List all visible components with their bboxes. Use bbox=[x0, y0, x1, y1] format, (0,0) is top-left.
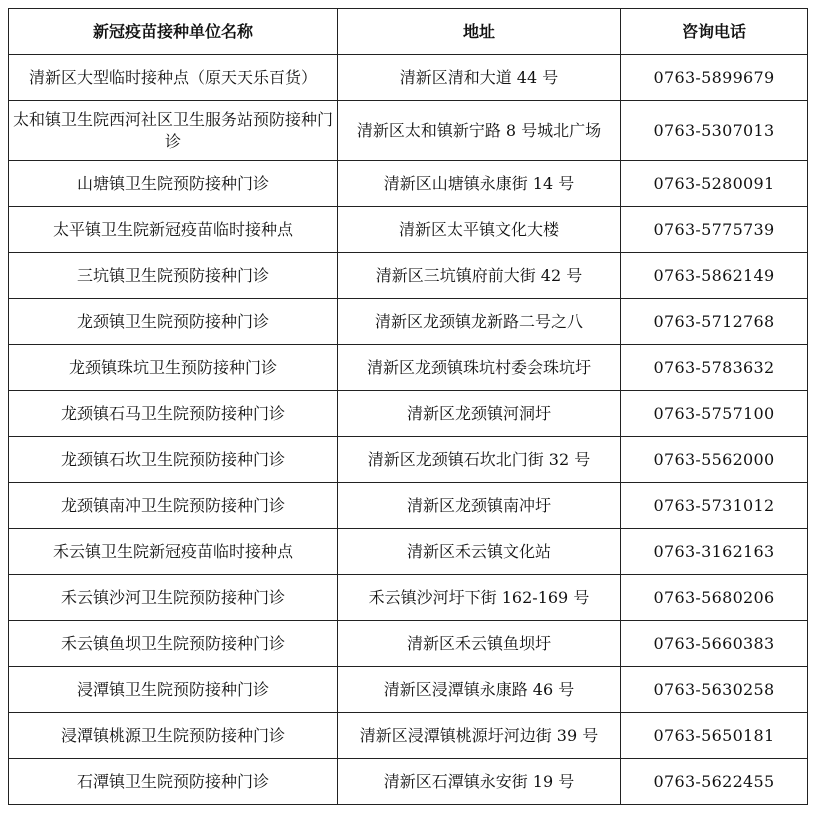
phone-cell: 0763-5630258 bbox=[621, 667, 808, 713]
table-row bbox=[9, 575, 808, 621]
phone-cell: 0763-5622455 bbox=[621, 759, 808, 805]
phone-cell: 0763-5562000 bbox=[621, 437, 808, 483]
site-name-cell: 龙颈镇卫生院预防接种门诊 bbox=[9, 299, 338, 345]
site-name-cell: 龙颈镇珠坑卫生预防接种门诊 bbox=[9, 345, 338, 391]
address-cell: 清新区太和镇新宁路 8 号城北广场 bbox=[338, 101, 621, 161]
phone-cell: 0763-5757100 bbox=[621, 391, 808, 437]
phone-cell: 0763-5680206 bbox=[621, 575, 808, 621]
table-row bbox=[9, 299, 808, 345]
address-cell: 清新区山塘镇永康街 14 号 bbox=[338, 161, 621, 207]
site-name-cell: 禾云镇沙河卫生院预防接种门诊 bbox=[9, 575, 338, 621]
site-name-cell: 山塘镇卫生院预防接种门诊 bbox=[9, 161, 338, 207]
table-row bbox=[9, 55, 808, 101]
table-row bbox=[9, 483, 808, 529]
address-cell: 清新区禾云镇文化站 bbox=[338, 529, 621, 575]
table-row bbox=[9, 759, 808, 805]
table-row bbox=[9, 101, 808, 161]
phone-cell: 0763-5862149 bbox=[621, 253, 808, 299]
address-cell: 清新区龙颈镇龙新路二号之八 bbox=[338, 299, 621, 345]
address-cell: 清新区清和大道 44 号 bbox=[338, 55, 621, 101]
table-row bbox=[9, 391, 808, 437]
table-row bbox=[9, 529, 808, 575]
phone-cell: 0763-5775739 bbox=[621, 207, 808, 253]
address-cell: 清新区龙颈镇南冲圩 bbox=[338, 483, 621, 529]
site-name-cell: 清新区大型临时接种点（原天天乐百货） bbox=[9, 55, 338, 101]
site-name-cell: 太平镇卫生院新冠疫苗临时接种点 bbox=[9, 207, 338, 253]
vaccination-sites-table bbox=[8, 8, 808, 805]
table-row bbox=[9, 667, 808, 713]
table-row bbox=[9, 207, 808, 253]
site-name-cell: 三坑镇卫生院预防接种门诊 bbox=[9, 253, 338, 299]
site-name-cell: 龙颈镇石马卫生院预防接种门诊 bbox=[9, 391, 338, 437]
site-name-cell: 浸潭镇桃源卫生院预防接种门诊 bbox=[9, 713, 338, 759]
address-cell: 清新区三坑镇府前大街 42 号 bbox=[338, 253, 621, 299]
phone-cell: 0763-5650181 bbox=[621, 713, 808, 759]
phone-cell: 0763-5783632 bbox=[621, 345, 808, 391]
table-row bbox=[9, 437, 808, 483]
address-cell: 禾云镇沙河圩下街 162-169 号 bbox=[338, 575, 621, 621]
site-name-cell: 龙颈镇南冲卫生院预防接种门诊 bbox=[9, 483, 338, 529]
phone-cell: 0763-5660383 bbox=[621, 621, 808, 667]
address-cell: 清新区龙颈镇河洞圩 bbox=[338, 391, 621, 437]
phone-cell: 0763-5731012 bbox=[621, 483, 808, 529]
phone-cell: 0763-3162163 bbox=[621, 529, 808, 575]
header-address: 地址 bbox=[338, 9, 621, 55]
header-phone: 咨询电话 bbox=[621, 9, 808, 55]
site-name-cell: 石潭镇卫生院预防接种门诊 bbox=[9, 759, 338, 805]
address-cell: 清新区龙颈镇石坎北门街 32 号 bbox=[338, 437, 621, 483]
address-cell: 清新区石潭镇永安街 19 号 bbox=[338, 759, 621, 805]
table-row bbox=[9, 621, 808, 667]
site-name-cell: 太和镇卫生院西河社区卫生服务站预防接种门诊 bbox=[9, 101, 338, 161]
address-cell: 清新区龙颈镇珠坑村委会珠坑圩 bbox=[338, 345, 621, 391]
phone-cell: 0763-5280091 bbox=[621, 161, 808, 207]
header-row bbox=[9, 9, 808, 55]
address-cell: 清新区浸潭镇永康路 46 号 bbox=[338, 667, 621, 713]
phone-cell: 0763-5899679 bbox=[621, 55, 808, 101]
header-site-name: 新冠疫苗接种单位名称 bbox=[9, 9, 338, 55]
phone-cell: 0763-5712768 bbox=[621, 299, 808, 345]
table-row bbox=[9, 345, 808, 391]
site-name-cell: 禾云镇鱼坝卫生院预防接种门诊 bbox=[9, 621, 338, 667]
site-name-cell: 禾云镇卫生院新冠疫苗临时接种点 bbox=[9, 529, 338, 575]
address-cell: 清新区浸潭镇桃源圩河边街 39 号 bbox=[338, 713, 621, 759]
site-name-cell: 龙颈镇石坎卫生院预防接种门诊 bbox=[9, 437, 338, 483]
table-row bbox=[9, 253, 808, 299]
table-row bbox=[9, 713, 808, 759]
address-cell: 清新区禾云镇鱼坝圩 bbox=[338, 621, 621, 667]
phone-cell: 0763-5307013 bbox=[621, 101, 808, 161]
site-name-cell: 浸潭镇卫生院预防接种门诊 bbox=[9, 667, 338, 713]
table-row bbox=[9, 161, 808, 207]
address-cell: 清新区太平镇文化大楼 bbox=[338, 207, 621, 253]
